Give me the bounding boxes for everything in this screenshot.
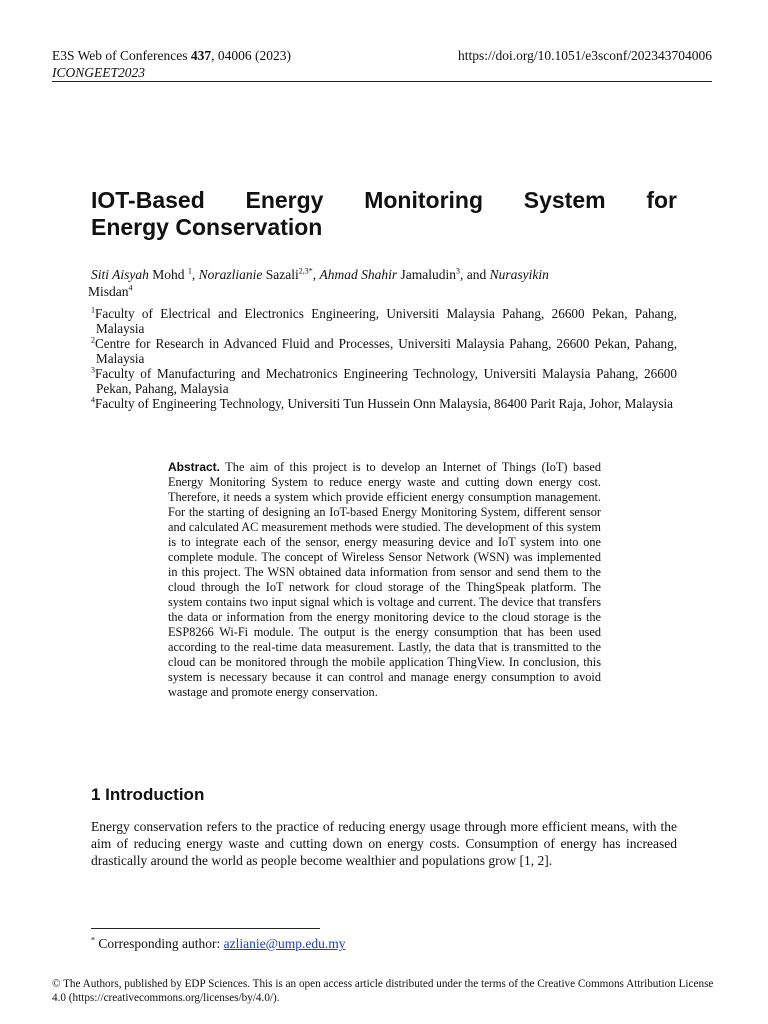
introduction-paragraph: Energy conservation refers to the practice of reducing energy usage through more efficient means, with the aim of reducing energy waste and cutting down on energy costs. Consumption of energy has increased drastically around the world as people become wealthier and populations grow [1, 2]. xyxy=(91,819,677,868)
corresponding-author-footnote: * Corresponding author: azlianie@ump.edu.my xyxy=(91,935,346,951)
email-link[interactable]: azlianie@ump.edu.my xyxy=(223,936,346,951)
affiliation-item: $^4$Faculty of Engineering Technology, Universiti Tun Hussein Onn Malaysia, 86400 Parit Raja, Johor, Malaysia xyxy=(91,395,673,411)
journal-citation: E3S Web of Conferences 437, 04006 (2023) xyxy=(52,48,292,63)
conference-name: ICONGEET2023 xyxy=(52,65,146,80)
header-divider xyxy=(52,81,712,82)
section-heading-introduction: 1 Introduction xyxy=(91,785,205,804)
affiliation-list xyxy=(91,306,677,411)
abstract-text: The aim of this project is to develop an Internet of Things (IoT) based Energy Monitoring System to reduce energy waste and cutting down energy cost. Therefore, it needs a system which provide efficient energy consumption management. For the starting of designing an IoT-based Energy Monitoring System, different sensor and calculated AC measurement methods were studied. The development of this system is to integrate each of the sensor, energy measuring device and IoT system into one complete module. The concept of Wireless Sensor Network (WSN) was implemented in this project. The WSN obtained data information from sensor and send them to the cloud through the IoT network for cloud storage of the ThingSpeak platform. The system contains two input signal which is voltage and current. The device that transfers the data or information from the energy monitoring device to the cloud storage is the ESP8266 Wi-Fi module. The output is the energy consumption that has been used according to the real-time data measurement. Lastly, the data that is transmitted to the cloud can be monitored through the mobile application ThingView. In conclusion, this system is necessary because it can control and manage energy consumption to avoid wastage and promote energy conservation. xyxy=(168,460,601,699)
paper-title xyxy=(91,187,677,241)
footnote-divider xyxy=(91,928,320,929)
running-header-left xyxy=(52,47,291,81)
affiliation-item: $^1$Faculty of Electrical and Electronics Engineering, Universiti Malaysia Pahang, 26600 Pekan, Pahang, Malaysia xyxy=(91,305,677,336)
abstract xyxy=(168,460,601,700)
license-notice: © The Authors, published by EDP Sciences. This is an open access article distributed under the terms of the Creative Commons Attribution License 4.0 (https://creativecommons.org/licenses/by/4.0/). xyxy=(52,978,714,1004)
affiliation-item: $^2$Centre for Research in Advanced Fluid and Processes, Universiti Malaysia Pahang, 26600 Pekan, Pahang, Malaysia xyxy=(91,335,677,366)
volume-number: 437 xyxy=(190,48,212,63)
abstract-label: Abstract. xyxy=(168,460,221,474)
affiliation-item: $^3$Faculty of Manufacturing and Mechatronics Engineering Technology, Universiti Malaysia Pahang, 26600 Pekan, Pahang, Malaysia xyxy=(91,365,677,396)
title-line-1: IOT-Based Energy Monitoring System for xyxy=(91,187,677,213)
author-list: Siti Aisyah Mohd $^1$, Norazlianie Sazali$^{2,3*}$, Ahmad Shahir Jamaludin$^3$, and Nurasyikin Misdan$^4$ xyxy=(88,266,549,299)
doi-link[interactable]: https://doi.org/10.1051/e3sconf/202343704006 xyxy=(458,48,712,63)
title-line-2: Energy Conservation xyxy=(91,214,323,240)
